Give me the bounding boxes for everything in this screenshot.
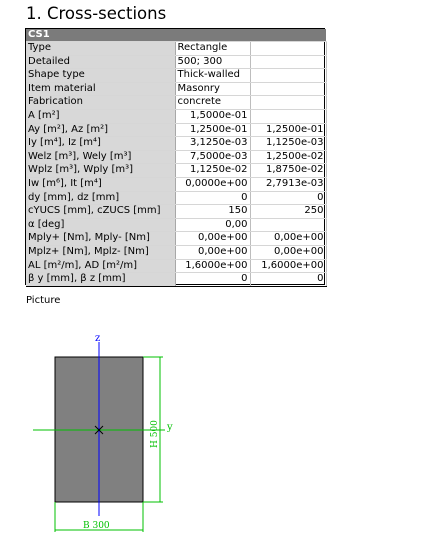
row-value-1: 0 (175, 191, 250, 205)
row-value-1: 150 (175, 205, 250, 219)
dim-h-label: H 500 (150, 420, 160, 448)
row-value-1: 500; 300 (175, 55, 250, 69)
row-value-1: 1,2500e-01 (175, 123, 250, 137)
row-label: Iy [m⁴], Iz [m⁴] (26, 137, 175, 151)
row-value-2: 0 (250, 191, 326, 205)
row-label: Mplz+ [Nm], Mplz- [Nm] (26, 245, 175, 259)
row-value-1: 1,1250e-02 (175, 164, 250, 178)
row-label: AL [m²/m], AD [m²/m] (26, 259, 175, 273)
row-value-1: Thick-walled (175, 69, 250, 83)
row-label: Type (26, 42, 175, 56)
row-label: A [m²] (26, 109, 175, 123)
axis-z-label: z (95, 333, 101, 344)
row-value-2: 1,6000e+00 (250, 259, 326, 273)
section-title: 1. Cross-sections (26, 4, 167, 23)
row-value-1: 1,5000e-01 (175, 109, 250, 123)
row-value-2: 1,8750e-02 (250, 164, 326, 178)
axis-y-label: y (167, 422, 173, 433)
row-value-2: 250 (250, 205, 326, 219)
row-value-1: 0,00 (175, 218, 250, 232)
row-value-1: concrete (175, 96, 250, 110)
row-value-2: 1,2500e-01 (250, 123, 326, 137)
row-label: Iw [m⁶], It [m⁴] (26, 177, 175, 191)
row-value-1: 0,0000e+00 (175, 177, 250, 191)
row-value-2: 0 (250, 273, 326, 287)
row-label: Welz [m³], Wely [m³] (26, 150, 175, 164)
row-value-1: 0,00e+00 (175, 245, 250, 259)
row-label: β y [mm], β z [mm] (26, 273, 175, 287)
row-value-1: Masonry (175, 82, 250, 96)
row-value-1: 0 (175, 273, 250, 287)
row-value-2: 0,00e+00 (250, 232, 326, 246)
row-label: Wplz [m³], Wply [m³] (26, 164, 175, 178)
row-label: Shape type (26, 69, 175, 83)
row-label: Mply+ [Nm], Mply- [Nm] (26, 232, 175, 246)
row-value-1: 3,1250e-03 (175, 137, 250, 151)
row-value-2: 0,00e+00 (250, 245, 326, 259)
table-header-cs1: CS1 (26, 29, 326, 42)
row-label: dy [mm], dz [mm] (26, 191, 175, 205)
picture-label: Picture (26, 295, 61, 306)
row-label: Item material (26, 82, 175, 96)
row-label: Ay [m²], Az [m²] (26, 123, 175, 137)
row-label: cYUCS [mm], cZUCS [mm] (26, 205, 175, 219)
row-value-1: Rectangle (175, 42, 250, 56)
row-value-1: 7,5000e-03 (175, 150, 250, 164)
row-value-2: 1,2500e-02 (250, 150, 326, 164)
row-value-1: 1,6000e+00 (175, 259, 250, 273)
dim-b-label: B 300 (83, 521, 110, 531)
row-label: Detailed (26, 55, 175, 69)
row-label: Fabrication (26, 96, 175, 110)
row-value-1: 0,00e+00 (175, 232, 250, 246)
row-label: α [deg] (26, 218, 175, 232)
row-value-2: 1,1250e-03 (250, 137, 326, 151)
row-value-2: 2,7913e-03 (250, 177, 326, 191)
